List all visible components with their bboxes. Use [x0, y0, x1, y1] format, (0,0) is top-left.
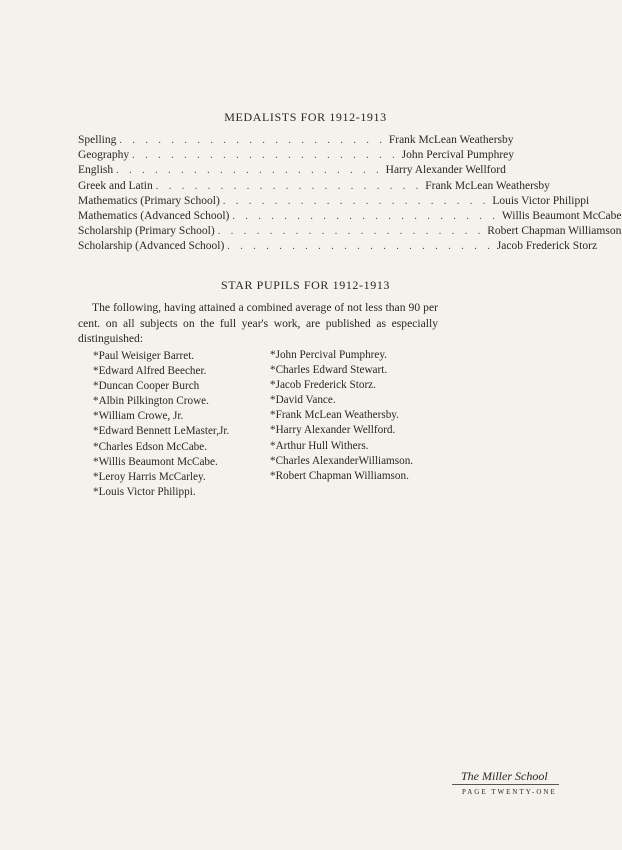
star-pupil-name: *Louis Victor Philippi. — [93, 485, 196, 498]
medal-winner: Jacob Frederick Storz — [496, 240, 598, 253]
star-pupil-name: *Robert Chapman Williamson. — [270, 469, 409, 482]
star-pupil-name: *Harry Alexander Wellford. — [270, 424, 396, 437]
dot-leader: . . . . . . . . . . . . . . . . . . . . . — [132, 150, 399, 162]
medal-subject: Scholarship (Advanced School) — [78, 240, 225, 253]
dot-leader: . . . . . . . . . . . . . . . . . . . . . — [217, 226, 485, 238]
footer-page-number: PAGE TWENTY-ONE — [462, 788, 557, 796]
medalist-row — [78, 179, 550, 195]
medalist-row — [78, 194, 590, 210]
star-pupil-name: *John Percival Pumphrey. — [270, 349, 388, 361]
medal-winner: Robert Chapman Williamson — [487, 225, 622, 238]
dot-leader: . . . . . . . . . . . . . . . . . . . . . — [222, 195, 490, 207]
star-pupil-name: *Charles Edward Stewart. — [270, 364, 388, 377]
star-pupil-name: *Duncan Cooper Burch — [93, 380, 200, 393]
medal-winner: Willis Beaumont McCabe — [501, 209, 622, 222]
star-pupil-name: *Edward Bennett LeMaster,Jr. — [93, 425, 230, 438]
medal-subject: English — [78, 164, 114, 177]
star-pupil-name: *Arthur Hull Withers. — [270, 439, 369, 452]
star-pupil-name: *Willis Beaumont McCabe. — [93, 455, 218, 468]
star-pupil-name: *David Vance. — [270, 394, 336, 407]
dot-leader: . . . . . . . . . . . . . . . . . . . . . — [119, 135, 386, 146]
medalist-row — [78, 225, 622, 240]
medal-winner: John Percival Pumphrey — [401, 149, 515, 162]
footer-school-name: The Miller School — [461, 769, 548, 783]
medal-winner: Frank McLean Weathersby — [388, 134, 514, 146]
medalist-row — [78, 240, 598, 255]
medal-subject: Geography — [78, 149, 130, 162]
medalists-heading: MEDALISTS FOR 1912-1913 — [224, 110, 387, 124]
medal-winner: Harry Alexander Wellford — [385, 164, 506, 177]
medalist-row — [78, 134, 514, 149]
footer-divider — [452, 784, 559, 785]
medal-subject: Scholarship (Primary School) — [78, 225, 215, 238]
star-pupils-heading: STAR PUPILS FOR 1912-1913 — [220, 278, 391, 292]
star-pupil-name: *William Crowe, Jr. — [93, 410, 184, 423]
dot-leader: . . . . . . . . . . . . . . . . . . . . . — [116, 165, 383, 177]
medal-winner: Louis Victor Philippi — [492, 194, 590, 207]
star-pupil-name: *Paul Weisiger Barret. — [93, 350, 195, 362]
star-pupils-left-column — [93, 349, 229, 500]
medalists-list — [78, 134, 622, 256]
medalist-row — [78, 149, 515, 164]
star-pupil-name: *Charles Edson McCabe. — [93, 440, 208, 453]
medalist-row — [78, 209, 622, 225]
medal-subject: Mathematics (Advanced School) — [78, 209, 230, 222]
star-pupils-intro: The following, having attained a combined average of not less than 90 per cent. on all subjects on the full year's work, are published as especially distinguished: — [78, 301, 438, 345]
dot-leader: . . . . . . . . . . . . . . . . . . . . . — [227, 241, 494, 253]
dot-leader: . . . . . . . . . . . . . . . . . . . . . — [155, 180, 423, 192]
medal-subject: Mathematics (Primary School) — [78, 194, 220, 207]
star-pupil-name: *Edward Alfred Beecher. — [93, 365, 207, 378]
dot-leader: . . . . . . . . . . . . . . . . . . . . . — [232, 210, 499, 222]
medalist-row — [78, 164, 506, 179]
star-pupil-name: *Frank McLean Weathersby. — [270, 409, 399, 422]
star-pupils-right-column — [270, 348, 413, 484]
medal-subject: Spelling — [78, 134, 117, 146]
star-pupil-name: *Albin Pilkington Crowe. — [93, 395, 209, 408]
star-pupil-name: *Leroy Harris McCarley. — [93, 470, 206, 483]
star-pupil-name: *Charles AlexanderWilliamson. — [270, 454, 414, 467]
medal-winner: Frank McLean Weathersby — [425, 179, 550, 192]
medal-subject: Greek and Latin — [78, 179, 153, 192]
star-pupil-name: *Jacob Frederick Storz. — [270, 379, 376, 392]
